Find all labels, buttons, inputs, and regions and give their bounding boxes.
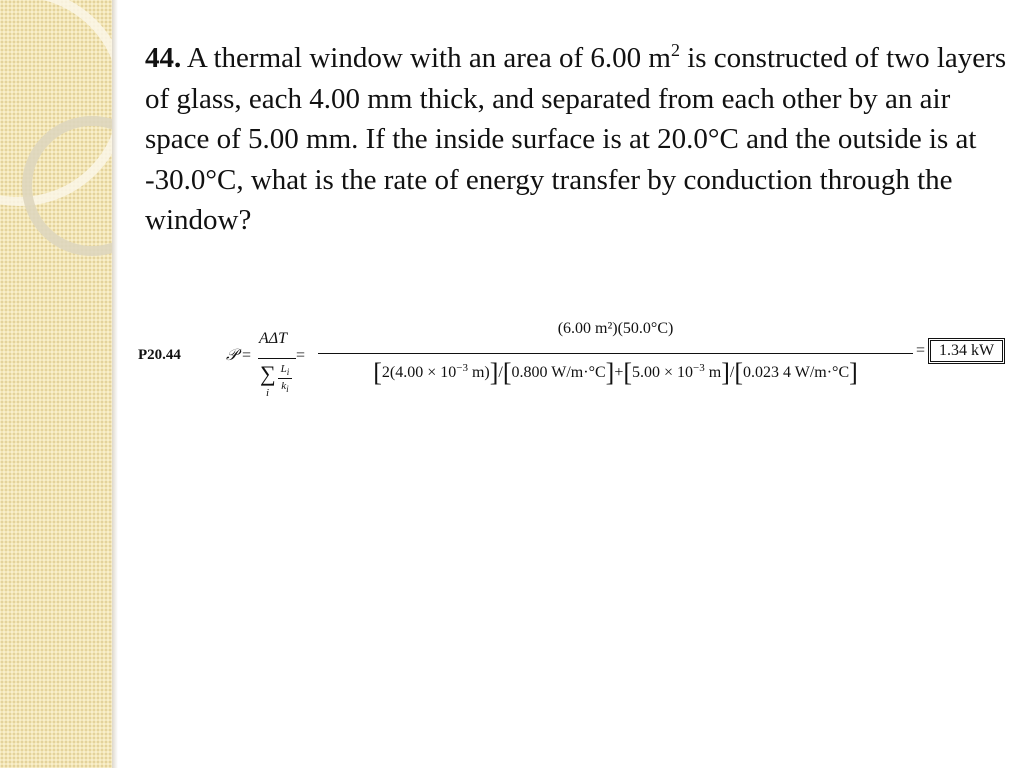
air-conductivity: 0.023 4 W/m·°C <box>743 364 850 381</box>
glass-unit: m) <box>467 364 490 381</box>
fraction-numerator: (6.00 m²)(50.0°C) <box>557 320 674 337</box>
problem-text-part1: A thermal window with an area of 6.00 m <box>181 42 671 74</box>
sum-symbol: ∑ <box>260 361 276 386</box>
equals-sign: = <box>296 347 306 364</box>
glass-conductivity: 0.800 W/m·°C <box>511 364 606 381</box>
ratio-bottom-sub: i <box>286 384 289 395</box>
power-symbol: 𝒫 <box>226 347 238 364</box>
ratio-bottom: k <box>281 380 287 393</box>
air-thickness: 5.00 × 10 <box>632 364 694 381</box>
problem-text-part2: is constructed of two layers of glass, each 4.00 mm thick, and separated from each other by an air space of 5.00 mm. If the inside surface is at 20.0°C and the outside is at -30.0°C, what is the rate of energy transfer by conduction through the window? <box>145 42 1007 236</box>
result-box: 1.34 kW <box>930 340 1003 362</box>
thickness-over-conductivity <box>278 363 292 394</box>
plus-sign: + <box>614 364 624 381</box>
fraction-bar <box>258 358 296 359</box>
ratio-top: L <box>280 363 287 375</box>
area-exponent: 2 <box>670 40 680 60</box>
solution-equation <box>138 318 1018 408</box>
ratio-top-sub: i <box>286 367 290 378</box>
sum-index: i <box>266 387 270 399</box>
glass-exponent: −3 <box>456 362 468 374</box>
area-delta-t: AΔT <box>259 330 288 347</box>
glass-thickness: 2(4.00 × 10 <box>381 364 457 381</box>
air-exponent: −3 <box>693 362 705 374</box>
power-definition <box>226 325 306 405</box>
substituted-fraction <box>318 320 913 400</box>
problem-statement <box>145 38 1015 241</box>
equals-sign: = <box>916 342 926 359</box>
fraction-denominator: [$2(4.00 \times 10^{-3}$ m)]/[0.800 $W/m\cdot^\circ C]+[5.00 \times 10^{-3}$ m]/[0.023 4 W/m·°C] <box>373 358 858 387</box>
problem-number: 44. <box>145 42 182 74</box>
decorative-sidebar <box>0 0 112 768</box>
equals-sign: = <box>242 347 252 364</box>
main-fraction-bar <box>318 353 913 354</box>
air-unit: m <box>704 364 722 381</box>
sidebar-shadow <box>112 0 118 768</box>
solution-label: P20.44 <box>138 347 181 363</box>
